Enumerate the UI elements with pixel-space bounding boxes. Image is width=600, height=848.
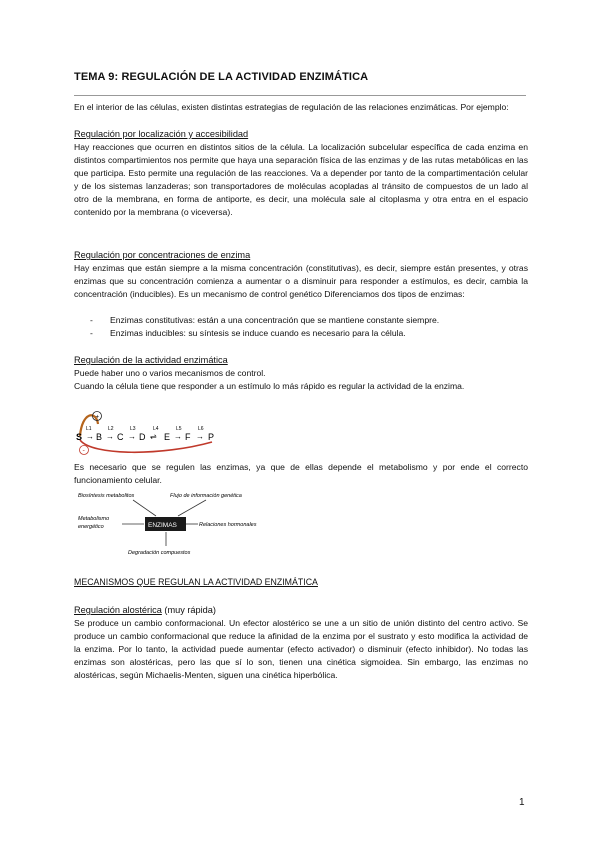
node-E: E bbox=[164, 432, 171, 442]
label-metabolismo: Metabolismo bbox=[78, 516, 110, 522]
enzymes-label: ENZIMAS bbox=[148, 522, 177, 529]
page-title: TEMA 9: REGULACIÓN DE LA ACTIVIDAD ENZIMÁTICA bbox=[74, 71, 369, 83]
arrow-2: → bbox=[106, 432, 114, 441]
enzyme-label: L6 bbox=[198, 426, 204, 432]
enzyme-label: L1 bbox=[86, 426, 92, 432]
node-S: S bbox=[76, 432, 83, 442]
intro-paragraph: En el interior de las células, existen distintas estrategias de regulación de las relaciones enzimáticas. Por ejemplo: bbox=[74, 102, 509, 112]
label-relaciones-hormonales: Relaciones hormonales bbox=[199, 522, 257, 528]
heading-actividad: Regulación de la actividad enzimática bbox=[74, 355, 228, 365]
enzyme-label: L3 bbox=[130, 426, 136, 432]
node-F: F bbox=[185, 432, 191, 442]
connector-line bbox=[133, 500, 156, 516]
label-flujo-informacion: Flujo de información genética bbox=[170, 493, 242, 499]
heading-alosterica-text: Regulación alostérica bbox=[74, 605, 162, 615]
bullet-text: Enzimas constitutivas: están a una concentración que se mantiene constante siempre. bbox=[110, 315, 440, 325]
arrow-6: → bbox=[196, 432, 204, 441]
arrow-3: → bbox=[128, 432, 136, 441]
node-D: D bbox=[139, 432, 146, 442]
heading-localizacion: Regulación por localización y accesibilidad bbox=[74, 129, 249, 139]
plus-sign: + bbox=[95, 414, 100, 421]
pathway-diagram bbox=[72, 406, 232, 458]
actividad-line2: Cuando la célula tiene que responder a un estímulo lo más rápido es regular la actividad de la enzima. bbox=[74, 381, 465, 391]
bullet-constitutivas: - Enzimas constitutivas: están a una concentración que se mantiene constante siempre. bbox=[90, 315, 440, 325]
label-degradacion: Degradación compuestos bbox=[128, 550, 191, 556]
heading-alosterica bbox=[74, 604, 216, 617]
arrow-4: ⇌ bbox=[150, 432, 157, 441]
body-localizacion: Hay reacciones que ocurren en distintos sitios de la célula. La localización subcelular específica de cada enzima en distintos compartimientos nos permite que haya una separación física de las enzimas y de las rutas metabólicas en las que participa. Esto permite una regulación de las reacciones. Va a depender por tanto de la compartimentación celular y de los sistemas lanzaderas; son transportadores de moléculas acopladas al tránsito de compuestos de un lado al otro de la membrana, en forma de antiporte, es decir, una molécula sale al citoplasma y otra entra en el espacio contenido por la membrana (o viceversa). bbox=[74, 142, 528, 217]
heading-mecanismos: MECANISMOS QUE REGULAN LA ACTIVIDAD ENZIMÁTICA bbox=[74, 577, 318, 587]
node-B: B bbox=[96, 432, 103, 442]
label-energetico: energético bbox=[78, 524, 104, 530]
bullet-inducibles: - Enzimas inducibles: su síntesis se induce cuando es necesario para la célula. bbox=[90, 328, 406, 338]
body-concentraciones: Hay enzimas que están siempre a la misma concentración (constitutivas), es decir, siempre están presentes, y otras enzimas que su concentración comienza a aumentar o a disminuir para responder a estímulos, es decir, cambia la concentración (inducibles). Es un mecanismo de control genético Diferenciamos dos tipos de enzimas: bbox=[74, 263, 528, 299]
node-P: P bbox=[208, 432, 215, 442]
connector-line bbox=[178, 500, 206, 516]
label-biosintesis: Biosíntesis metabolitos bbox=[78, 493, 135, 499]
enzyme-label: L5 bbox=[176, 426, 182, 432]
node-C: C bbox=[117, 432, 124, 442]
arrow-1: → bbox=[86, 432, 94, 441]
title-divider bbox=[74, 95, 526, 96]
body-alosterica: Se produce un cambio conformacional. Un efector alostérico se une a un sitio de unión distinto del centro activo. Se produce un cambio conformacional que reduce la afinidad de la enzima por el sustrato y esto modifica la actividad de la enzima. Por lo tanto, la actividad puede aumentar (efecto activador) o disminuir (efecto inhibidor). No todas las enzimas son alostéricas, pero las que sí lo son, tienen una cinética sigmoidea. Sin embargo, las enzimas no alostéricas, según Michaelis-Menten, siguen una cinética hiperbólica. bbox=[74, 618, 528, 680]
page-number: 1 bbox=[519, 797, 525, 808]
enzyme-label: L2 bbox=[108, 426, 114, 432]
enzyme-diagram bbox=[78, 488, 308, 560]
minus-sign: - bbox=[82, 447, 85, 455]
arrow-5: → bbox=[174, 432, 182, 441]
actividad-line1: Puede haber uno o varios mecanismos de control. bbox=[74, 368, 266, 378]
heading-concentraciones: Regulación por concentraciones de enzima bbox=[74, 250, 251, 260]
heading-alosterica-suffix: (muy rápida) bbox=[161, 605, 216, 615]
enzyme-label: L4 bbox=[153, 426, 159, 432]
actividad-after: Es necesario que se regulen las enzimas, ya que de ellas depende el metabolismo y por ende el correcto funcionamiento celular. bbox=[74, 462, 528, 485]
bullet-text: Enzimas inducibles: su síntesis se induce cuando es necesario para la célula. bbox=[110, 328, 406, 338]
